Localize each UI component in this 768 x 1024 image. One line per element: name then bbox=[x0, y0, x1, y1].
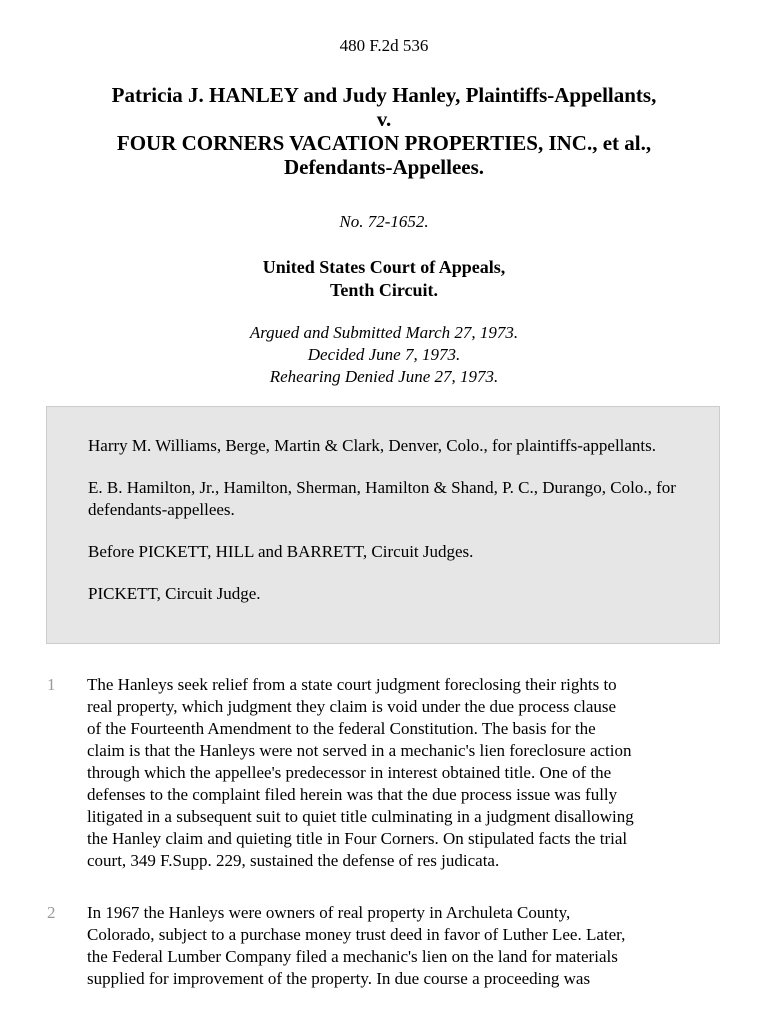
paragraph-line: through which the appellee's predecessor in interest obtained title. One of the bbox=[87, 763, 612, 782]
paragraph-number: 2 bbox=[47, 903, 56, 922]
caption-versus: v. bbox=[376, 107, 392, 131]
paragraph-line: supplied for improvement of the property. In due course a proceeding was bbox=[87, 969, 591, 988]
paragraph-line: the Hanley claim and quieting title in Four Corners. On stipulated facts the trial bbox=[87, 829, 628, 848]
caption-plaintiffs: Patricia J. HANLEY and Judy Hanley, Plaintiffs-Appellants, bbox=[111, 83, 657, 107]
caption-defendants-role: Defendants-Appellees. bbox=[283, 155, 485, 179]
paragraph-line: the Federal Lumber Company filed a mechanic's lien on the land for materials bbox=[87, 947, 618, 966]
paragraph-text bbox=[87, 902, 725, 990]
paragraph-line: defenses to the complaint filed herein was that the due process issue was fully bbox=[87, 785, 618, 804]
paragraph-text bbox=[87, 674, 725, 872]
paragraph-line: court, 349 F.Supp. 229, sustained the defense of res judicata. bbox=[87, 851, 500, 870]
case-dates bbox=[0, 322, 768, 388]
court-name-line-1: United States Court of Appeals, bbox=[262, 257, 506, 277]
paragraph-line: claim is that the Hanleys were not served in a mechanic's lien foreclosure action bbox=[87, 741, 632, 760]
paragraph-line: In 1967 the Hanleys were owners of real property in Archuleta County, bbox=[87, 903, 571, 922]
docket-number: No. 72-1652. bbox=[339, 212, 429, 231]
opinion-author: PICKETT, Circuit Judge. bbox=[88, 584, 261, 603]
case-caption bbox=[40, 83, 728, 179]
counsel-appellants: Harry M. Williams, Berge, Martin & Clark, Denver, Colo., for plaintiffs-appellants. bbox=[88, 436, 657, 455]
caption-defendants: FOUR CORNERS VACATION PROPERTIES, INC., et al., bbox=[116, 131, 652, 155]
rehearing-date: Rehearing Denied June 27, 1973. bbox=[269, 367, 499, 386]
paragraph-line: real property, which judgment they claim is void under the due process clause bbox=[87, 697, 617, 716]
judges-panel: Before PICKETT, HILL and BARRETT, Circuit Judges. bbox=[88, 542, 474, 561]
argued-date: Argued and Submitted March 27, 1973. bbox=[249, 323, 519, 342]
paragraph-line: litigated in a subsequent suit to quiet title culminating in a judgment disallowing bbox=[87, 807, 634, 826]
counsel-appellees: E. B. Hamilton, Jr., Hamilton, Sherman, Hamilton & Shand, P. C., Durango, Colo., for defendants-appellees. bbox=[88, 478, 676, 519]
paragraph-line: Colorado, subject to a purchase money trust deed in favor of Luther Lee. Later, bbox=[87, 925, 626, 944]
paragraph-line: of the Fourteenth Amendment to the federal Constitution. The basis for the bbox=[87, 719, 596, 738]
paragraph-number: 1 bbox=[47, 675, 56, 694]
court-name-line-2: Tenth Circuit. bbox=[329, 280, 439, 300]
counsel-panel bbox=[46, 406, 720, 644]
decided-date: Decided June 7, 1973. bbox=[307, 345, 461, 364]
court-name bbox=[0, 256, 768, 302]
paragraph-line: The Hanleys seek relief from a state court judgment foreclosing their rights to bbox=[87, 675, 617, 694]
case-citation: 480 F.2d 536 bbox=[339, 36, 429, 55]
